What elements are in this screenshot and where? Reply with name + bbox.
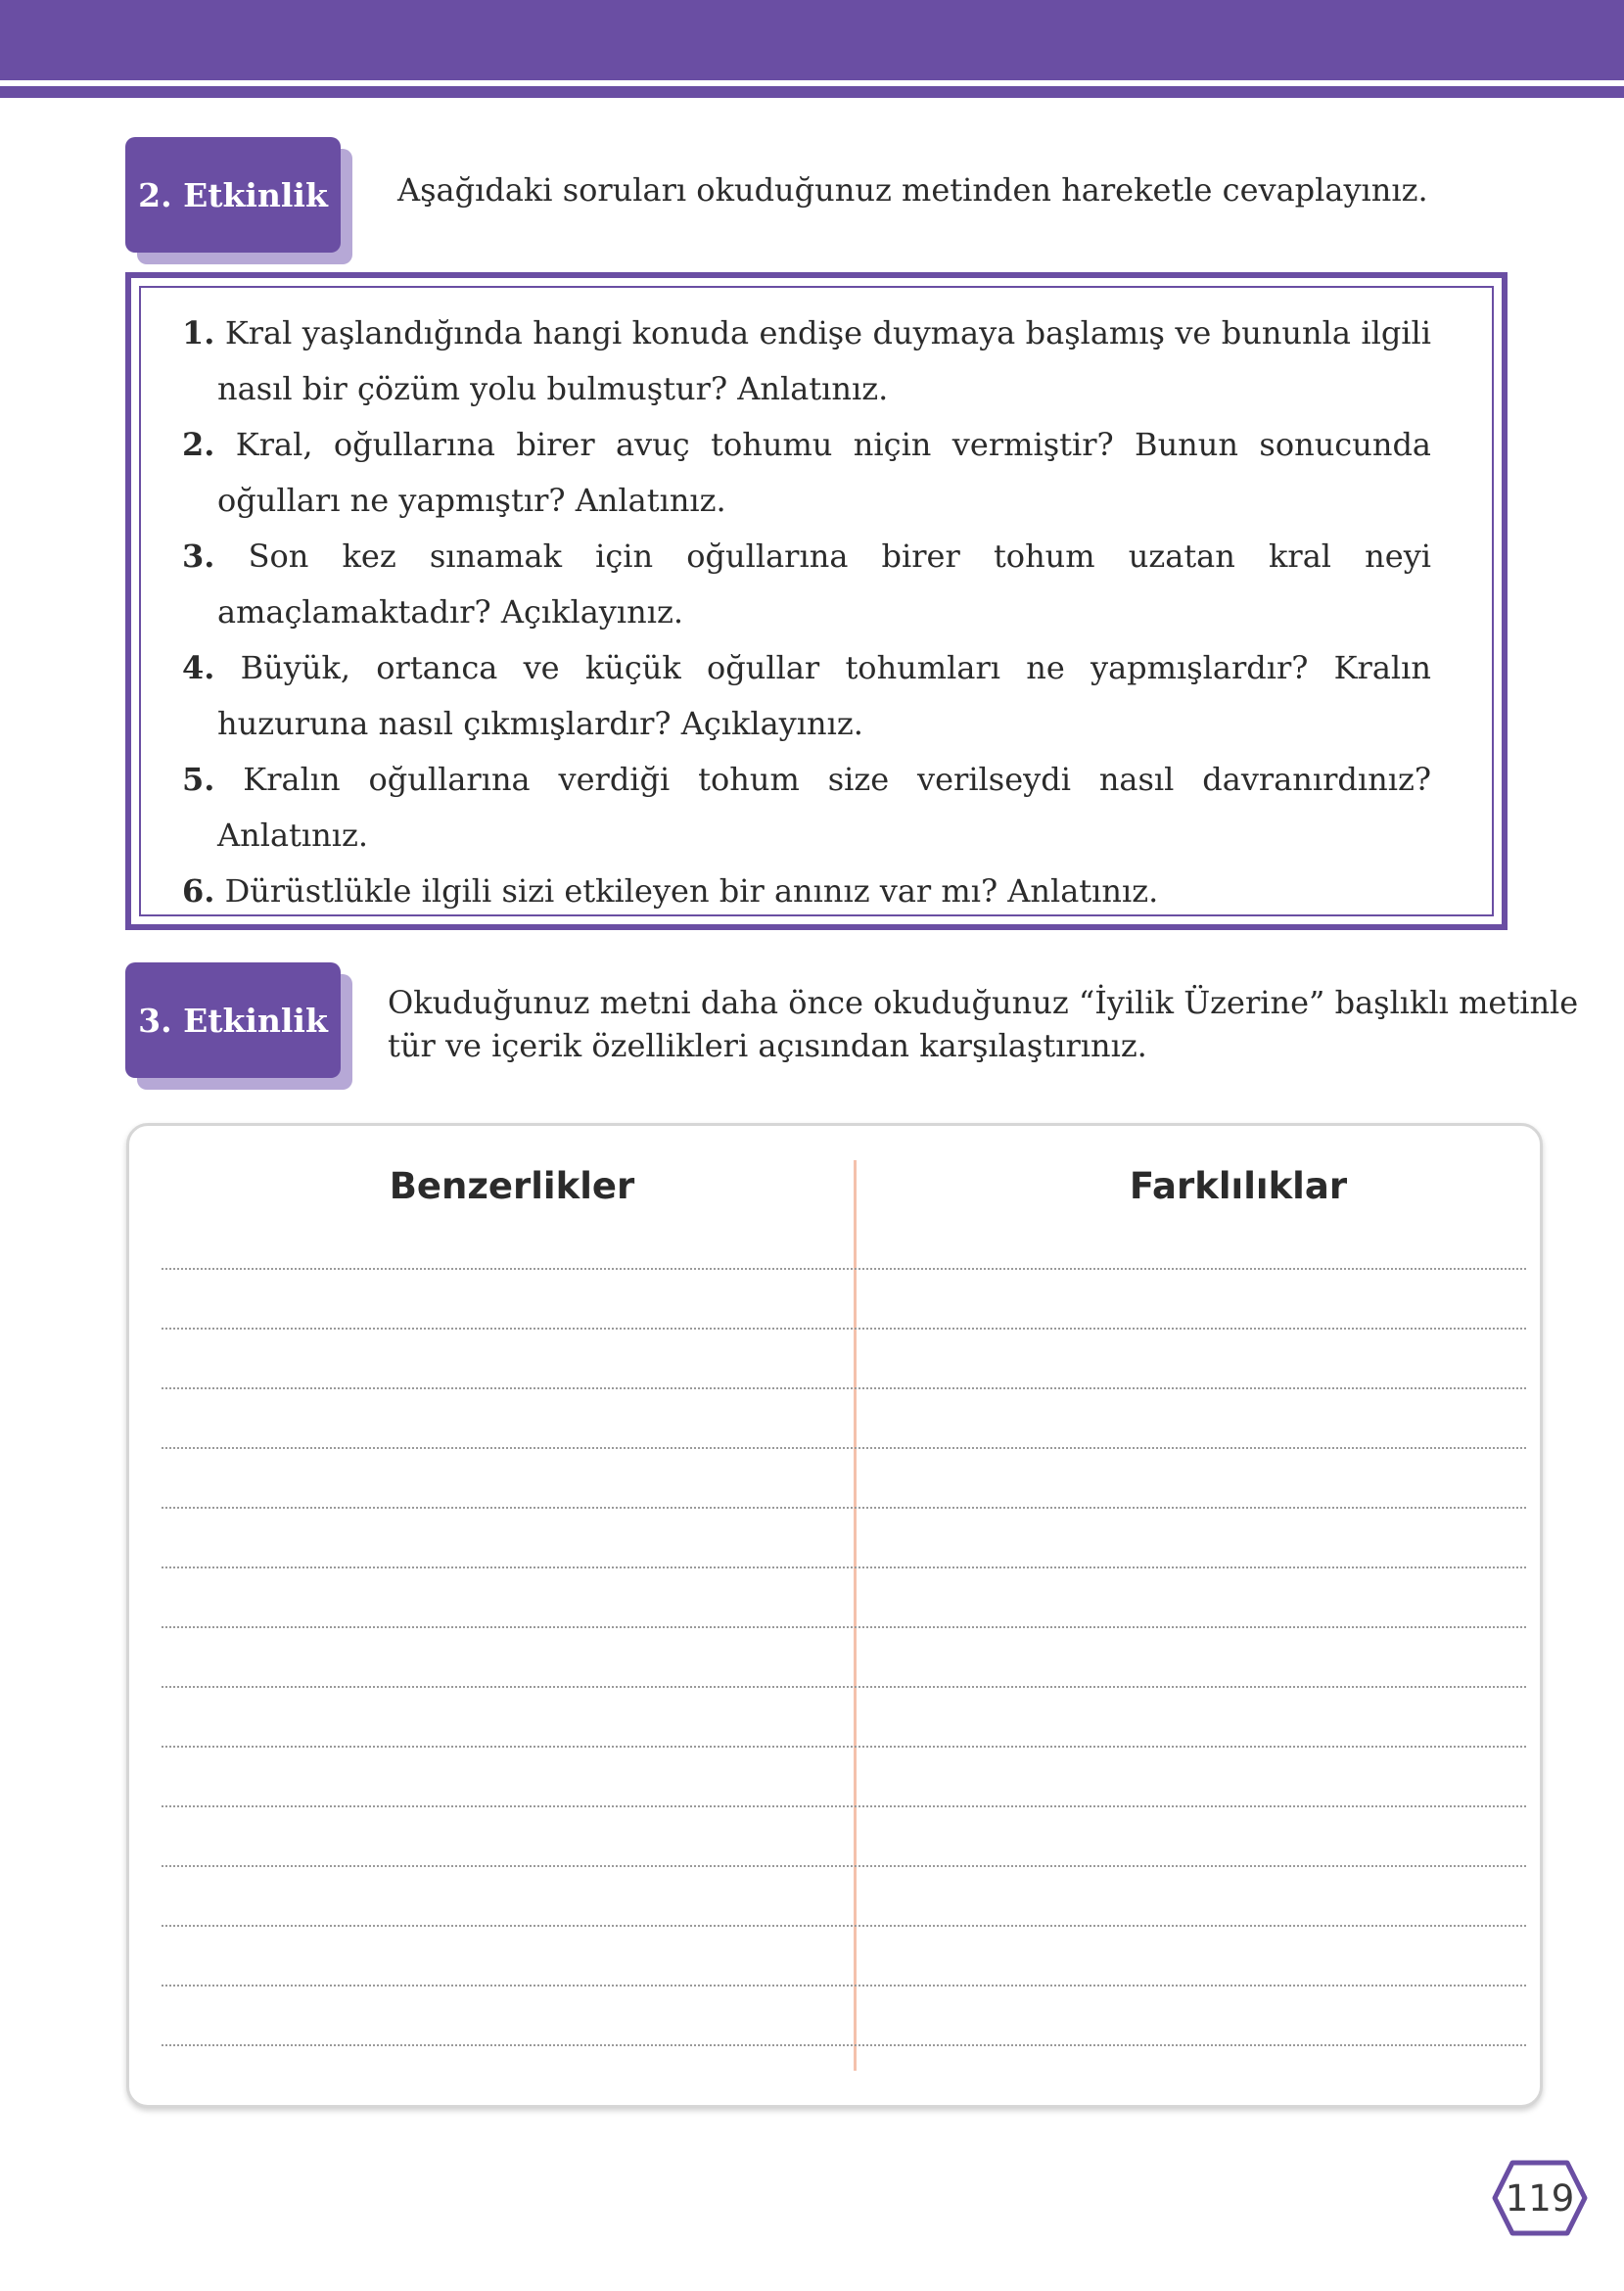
- activity3-instruction: [388, 981, 1578, 1067]
- writing-line[interactable]: [162, 1686, 1526, 1688]
- question-text: Kralın oğullarına verdiği tohum size verilseydi nasıl davranırdınız? Anlatınız.: [217, 761, 1432, 854]
- activity3-instruction-line2: tür ve içerik özellikleri açısından karşılaştırınız.: [388, 1027, 1147, 1064]
- activity3-badge-label: 3. Etkinlik: [125, 962, 341, 1078]
- column-divider: [854, 1160, 857, 2071]
- question-number: 2.: [182, 426, 215, 463]
- writing-line[interactable]: [162, 1507, 1526, 1509]
- writing-line[interactable]: [162, 2044, 1526, 2046]
- page-number: [1491, 2159, 1589, 2237]
- question-item: [182, 529, 1431, 640]
- header-line: [0, 86, 1624, 98]
- question-number: 5.: [182, 761, 215, 798]
- question-number: 3.: [182, 538, 215, 575]
- column-header-differences: Farklılıklar: [1129, 1165, 1348, 1207]
- writing-line[interactable]: [162, 1985, 1526, 1987]
- page-number-text: 119: [1505, 2176, 1575, 2220]
- questions-list: [182, 305, 1431, 919]
- writing-line[interactable]: [162, 1328, 1526, 1330]
- question-text: Kral, oğullarına birer avuç tohumu niçin vermiştir? Bunun sonucunda oğulları ne yapmıştır? Anlatınız.: [217, 426, 1431, 519]
- question-text: Dürüstlükle ilgili sizi etkileyen bir anınız var mı? Anlatınız.: [224, 872, 1159, 910]
- activity3-instruction-line1: Okuduğunuz metni daha önce okuduğunuz “İyilik Üzerine” başlıklı metinle: [388, 984, 1579, 1021]
- question-text: Kral yaşlandığında hangi konuda endişe duymaya başlamış ve bununla ilgili nasıl bir çözüm yolu bulmuştur? Anlatınız.: [217, 314, 1432, 407]
- question-item: [182, 864, 1431, 919]
- activity2-badge: [125, 137, 355, 264]
- question-item: [182, 305, 1431, 417]
- activity2-instruction: Aşağıdaki soruları okuduğunuz metinden hareketle cevaplayınız.: [397, 171, 1428, 209]
- writing-line[interactable]: [162, 1387, 1526, 1389]
- question-text: Büyük, ortanca ve küçük oğullar tohumları ne yapmışlardır? Kralın huzuruna nasıl çıkmışlardır? Açıklayınız.: [217, 649, 1431, 742]
- question-item: [182, 752, 1431, 864]
- header-band: [0, 0, 1624, 80]
- question-item: [182, 417, 1431, 529]
- activity3-badge: [125, 962, 355, 1090]
- writing-line[interactable]: [162, 1268, 1526, 1270]
- writing-line[interactable]: [162, 1925, 1526, 1927]
- writing-line[interactable]: [162, 1447, 1526, 1449]
- question-number: 1.: [182, 314, 215, 351]
- writing-line[interactable]: [162, 1566, 1526, 1568]
- writing-line[interactable]: [162, 1746, 1526, 1748]
- question-text: Son kez sınamak için oğullarına birer tohum uzatan kral neyi amaçlamaktadır? Açıklayınız.: [217, 538, 1432, 631]
- writing-line[interactable]: [162, 1626, 1526, 1628]
- writing-line[interactable]: [162, 1865, 1526, 1867]
- activity2-badge-label: 2. Etkinlik: [125, 137, 341, 253]
- question-item: [182, 640, 1431, 752]
- writing-line[interactable]: [162, 1805, 1526, 1807]
- question-number: 4.: [182, 649, 215, 686]
- question-number: 6.: [182, 872, 215, 910]
- questions-frame: [125, 272, 1508, 930]
- column-header-similarities: Benzerlikler: [389, 1165, 635, 1207]
- comparison-table: [126, 1123, 1543, 2108]
